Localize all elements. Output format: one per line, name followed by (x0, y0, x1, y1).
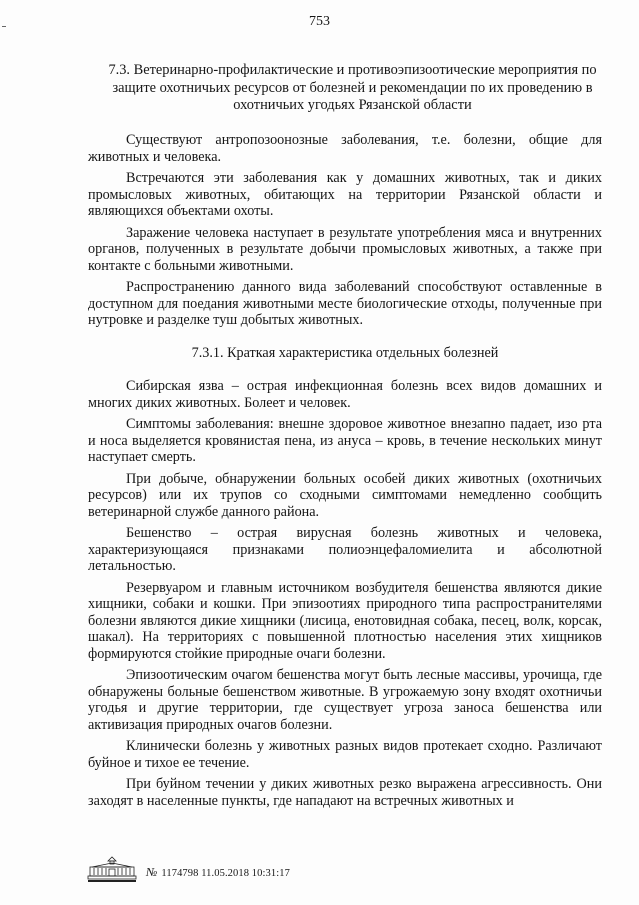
document-footer (86, 853, 290, 883)
page-number: 753 (309, 14, 330, 29)
section-heading: 7.3. Ветеринарно-профилактические и противоэпизоотические мероприятия по защите охотничьих ресурсов от болезней и рекомендации по их проведению в охотничьих угодьях Рязанской области (108, 62, 597, 113)
paragraph: Существуют антропозоонозные заболевания, т.е. болезни, общие для животных и человека. (88, 132, 602, 165)
paragraph: Эпизоотическим очагом бешенства могут быть лесные массивы, урочища, где обнаружены больные бешенством животные. В угрожаемую зону входят охотничьи угодья и другие территории, где существует угроза заноса бешенства или активизация природных очагов болезни. (88, 667, 602, 733)
registration-info: 1174798 11.05.2018 10:31:17 (161, 868, 290, 879)
document-registration (146, 865, 290, 880)
paragraph: При добыче, обнаружении больных особей диких животных (охотничьих ресурсов) или их трупов со сходными симптомами немедленно сообщить ветеринарной службе данного района. (88, 470, 602, 520)
paragraph: Бешенство – острая вирусная болезнь животных и человека, характеризующаяся признаками полиоэнцефаломиелита и абсолютной летальностью. (88, 525, 602, 574)
subsection-heading: 7.3.1. Краткая характеристика отдельных болезней (191, 344, 499, 361)
paragraph: При буйном течении у диких животных резко выражена агрессивность. Они заходят в населенные пункты, где нападают на встречных животных и (88, 776, 602, 809)
paragraph: Симптомы заболевания: внешне здоровое животное внезапно падает, изо рта и носа выделяется кровянистая пена, из ануса – кровь, в течение нескольких минут наступает смерть. (88, 416, 602, 465)
number-sign: № (146, 865, 158, 879)
paragraph: Заражение человека наступает в результате употребления мяса и внутренних органов, полученных в результате добычи промысловых животных, а также при контакте с больными животными. (88, 224, 602, 274)
document-body (88, 132, 602, 814)
paragraph: Резервуаром и главным источником возбудителя бешенства являются дикие хищники, собаки и кошки. При эпизоотиях природного типа распространителями болезни являются дикие хищники (лисица, енотовидная собака, песец, волк, корсак, шакал). На территориях с повышенной плотностью населения этих хищников формируются стойкие природные очаги болезни. (88, 579, 602, 662)
paragraph: Распространению данного вида заболеваний способствуют оставленные в доступном для поедания животными месте биологические отходы, полученные при нутровке и разделке туш добытых животных. (88, 279, 602, 328)
paragraph: Клинически болезнь у животных разных видов протекает сходно. Различают буйное и тихое ее течение. (88, 738, 602, 771)
paragraph: Встречаются эти заболевания как у домашних животных, так и диких промысловых животных, обитающих на территории Рязанской области и являющихся объектами охоты. (88, 170, 602, 219)
paragraph: Сибирская язва – острая инфекционная болезнь всех видов домашних и многих диких животных. Болеет и человек. (88, 378, 602, 411)
government-building-seal-icon (86, 855, 138, 883)
